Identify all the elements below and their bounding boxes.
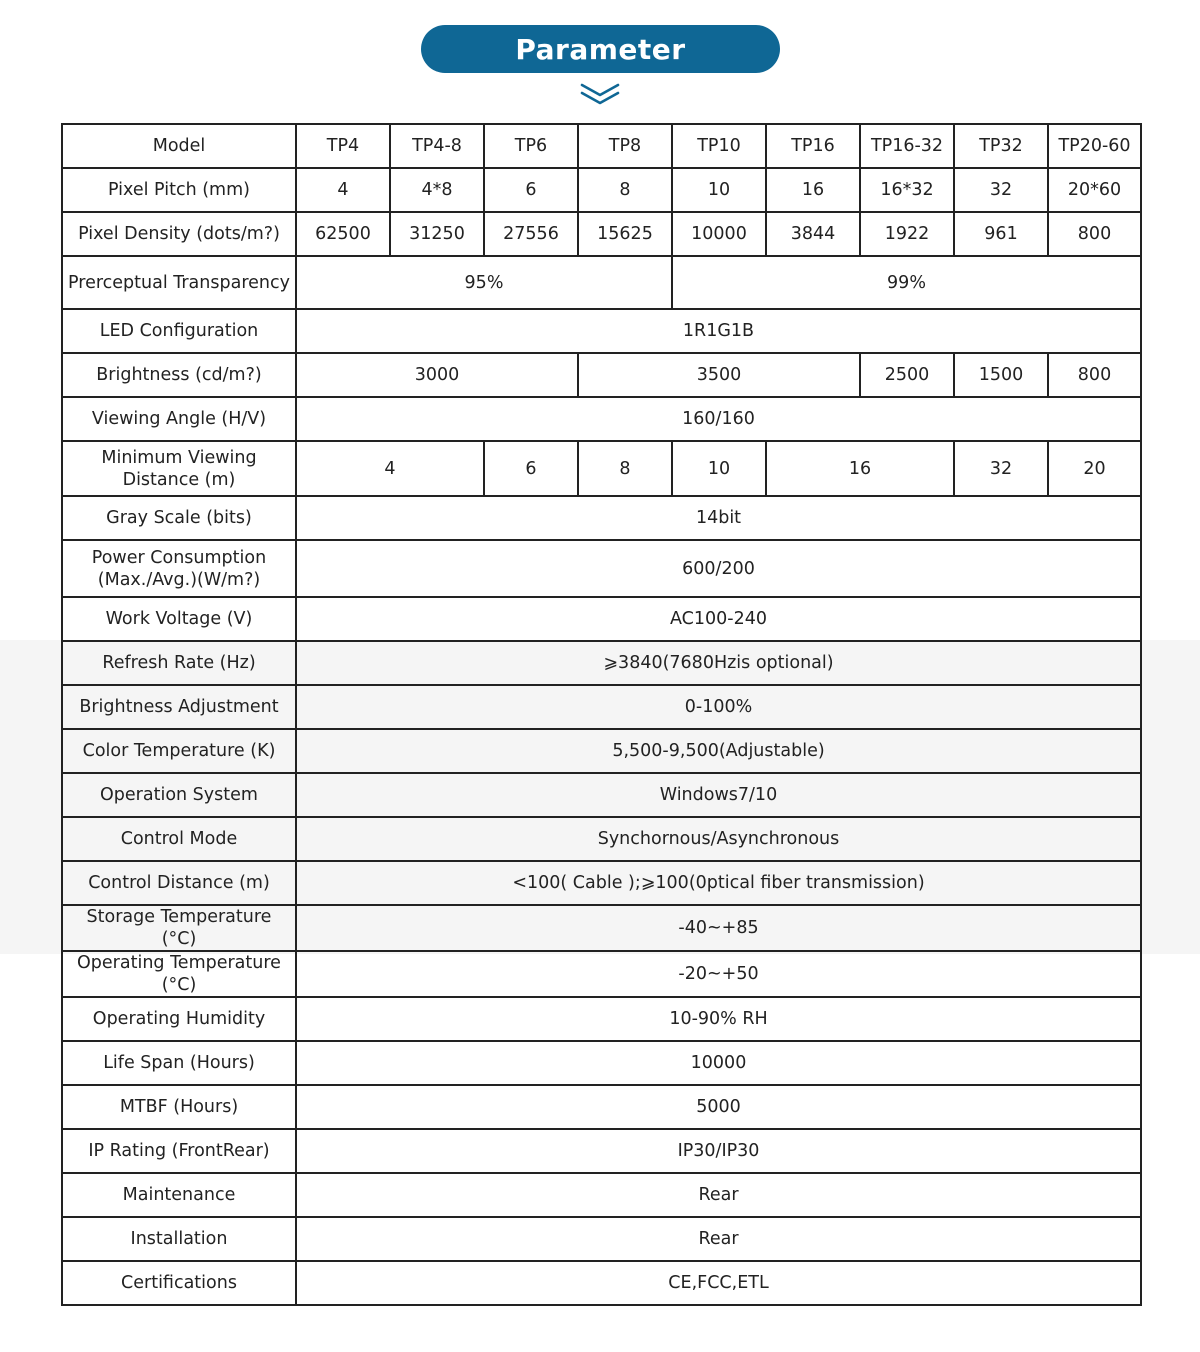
row-label: Control Distance (m) bbox=[62, 861, 296, 905]
row-label: Operating Humidity bbox=[62, 997, 296, 1041]
table-row-brightness-adjustment bbox=[62, 685, 1141, 729]
table-row-mtbf-hours bbox=[62, 1085, 1141, 1129]
table-cell: 4 bbox=[296, 441, 484, 496]
row-label: Installation bbox=[62, 1217, 296, 1261]
table-row-prerceptual-transparency bbox=[62, 256, 1141, 309]
table-row-operating-humidity bbox=[62, 997, 1141, 1041]
row-label: Life Span (Hours) bbox=[62, 1041, 296, 1085]
row-label: Storage Temperature (°C) bbox=[62, 905, 296, 951]
table-cell: 62500 bbox=[296, 212, 390, 256]
table-cell: 32 bbox=[954, 168, 1048, 212]
row-label: Color Temperature (K) bbox=[62, 729, 296, 773]
row-label: Certifications bbox=[62, 1261, 296, 1305]
table-cell: 1922 bbox=[860, 212, 954, 256]
table-cell: 20 bbox=[1048, 441, 1141, 496]
table-cell: TP20-60 bbox=[1048, 124, 1141, 168]
row-label: Brightness Adjustment bbox=[62, 685, 296, 729]
table-cell: 10 bbox=[672, 441, 766, 496]
table-cell: Synchornous/Asynchronous bbox=[296, 817, 1141, 861]
table-cell: 1R1G1B bbox=[296, 309, 1141, 353]
row-label: Control Mode bbox=[62, 817, 296, 861]
table-cell: ⩾3840(7680Hzis optional) bbox=[296, 641, 1141, 685]
row-label: Model bbox=[62, 124, 296, 168]
table-row-life-span-hours bbox=[62, 1041, 1141, 1085]
table-cell: 99% bbox=[672, 256, 1141, 309]
parameter-table bbox=[61, 123, 1142, 1306]
table-cell: TP16-32 bbox=[860, 124, 954, 168]
table-cell: 6 bbox=[484, 441, 578, 496]
table-row-viewing-angle-h-v bbox=[62, 397, 1141, 441]
table-row-work-voltage-v bbox=[62, 597, 1141, 641]
row-label: Prerceptual Transparency bbox=[62, 256, 296, 309]
table-cell: 10-90% RH bbox=[296, 997, 1141, 1041]
row-label: Power Consumption (Max./Avg.)(W/m?) bbox=[62, 540, 296, 597]
parameter-table-body bbox=[62, 124, 1141, 1305]
table-cell: Rear bbox=[296, 1173, 1141, 1217]
table-cell: 32 bbox=[954, 441, 1048, 496]
row-label: Viewing Angle (H/V) bbox=[62, 397, 296, 441]
table-cell: 10000 bbox=[296, 1041, 1141, 1085]
table-cell: 16 bbox=[766, 168, 860, 212]
table-row-storage-temperature-c bbox=[62, 905, 1141, 951]
table-cell: 5000 bbox=[296, 1085, 1141, 1129]
table-cell: AC100-240 bbox=[296, 597, 1141, 641]
row-label: LED Configuration bbox=[62, 309, 296, 353]
double-chevron-down-icon bbox=[580, 82, 620, 106]
table-cell: TP8 bbox=[578, 124, 672, 168]
table-cell: 15625 bbox=[578, 212, 672, 256]
table-cell: TP4-8 bbox=[390, 124, 484, 168]
table-cell: 31250 bbox=[390, 212, 484, 256]
table-cell: 16*32 bbox=[860, 168, 954, 212]
table-cell: 20*60 bbox=[1048, 168, 1141, 212]
table-cell: 3844 bbox=[766, 212, 860, 256]
row-label: Operating Temperature (°C) bbox=[62, 951, 296, 997]
table-cell: 4 bbox=[296, 168, 390, 212]
table-cell: 14bit bbox=[296, 496, 1141, 540]
row-label: Operation System bbox=[62, 773, 296, 817]
table-cell: 10 bbox=[672, 168, 766, 212]
table-row-maintenance bbox=[62, 1173, 1141, 1217]
table-row-pixel-pitch-mm bbox=[62, 168, 1141, 212]
table-row-model bbox=[62, 124, 1141, 168]
row-label: Pixel Pitch (mm) bbox=[62, 168, 296, 212]
table-cell: TP4 bbox=[296, 124, 390, 168]
table-cell: CE,FCC,ETL bbox=[296, 1261, 1141, 1305]
row-label: Brightness (cd/m?) bbox=[62, 353, 296, 397]
table-row-certifications bbox=[62, 1261, 1141, 1305]
table-row-color-temperature-k bbox=[62, 729, 1141, 773]
table-cell: IP30/IP30 bbox=[296, 1129, 1141, 1173]
row-label: Minimum Viewing Distance (m) bbox=[62, 441, 296, 496]
row-label: Work Voltage (V) bbox=[62, 597, 296, 641]
table-row-operation-system bbox=[62, 773, 1141, 817]
page-title-text: Parameter bbox=[515, 32, 686, 66]
table-cell: 6 bbox=[484, 168, 578, 212]
table-row-led-configuration bbox=[62, 309, 1141, 353]
table-cell: -20~+50 bbox=[296, 951, 1141, 997]
table-cell: 5,500-9,500(Adjustable) bbox=[296, 729, 1141, 773]
page-title bbox=[421, 25, 780, 73]
row-label: Gray Scale (bits) bbox=[62, 496, 296, 540]
row-label: Maintenance bbox=[62, 1173, 296, 1217]
table-cell: TP32 bbox=[954, 124, 1048, 168]
table-cell: 8 bbox=[578, 168, 672, 212]
table-cell: 2500 bbox=[860, 353, 954, 397]
table-row-ip-rating-frontrear bbox=[62, 1129, 1141, 1173]
table-cell: TP16 bbox=[766, 124, 860, 168]
table-row-gray-scale-bits bbox=[62, 496, 1141, 540]
table-cell: 4*8 bbox=[390, 168, 484, 212]
table-row-power-consumption-max-avg-w-m bbox=[62, 540, 1141, 597]
table-row-control-distance-m bbox=[62, 861, 1141, 905]
table-cell: 10000 bbox=[672, 212, 766, 256]
table-cell: -40~+85 bbox=[296, 905, 1141, 951]
table-cell: <100( Cable );⩾100(0ptical fiber transmission) bbox=[296, 861, 1141, 905]
table-cell: 600/200 bbox=[296, 540, 1141, 597]
table-cell: 8 bbox=[578, 441, 672, 496]
row-label: IP Rating (FrontRear) bbox=[62, 1129, 296, 1173]
table-cell: 16 bbox=[766, 441, 954, 496]
table-cell: Windows7/10 bbox=[296, 773, 1141, 817]
table-cell: 1500 bbox=[954, 353, 1048, 397]
table-cell: 961 bbox=[954, 212, 1048, 256]
table-cell: 3500 bbox=[578, 353, 860, 397]
table-cell: TP10 bbox=[672, 124, 766, 168]
table-cell: 0-100% bbox=[296, 685, 1141, 729]
table-row-control-mode bbox=[62, 817, 1141, 861]
row-label: Pixel Density (dots/m?) bbox=[62, 212, 296, 256]
row-label: Refresh Rate (Hz) bbox=[62, 641, 296, 685]
table-row-pixel-density-dots-m bbox=[62, 212, 1141, 256]
table-cell: Rear bbox=[296, 1217, 1141, 1261]
table-row-operating-temperature-c bbox=[62, 951, 1141, 997]
table-row-minimum-viewing-distance-m bbox=[62, 441, 1141, 496]
table-row-brightness-cd-m bbox=[62, 353, 1141, 397]
table-cell: 160/160 bbox=[296, 397, 1141, 441]
table-cell: TP6 bbox=[484, 124, 578, 168]
row-label: MTBF (Hours) bbox=[62, 1085, 296, 1129]
table-cell: 3000 bbox=[296, 353, 578, 397]
table-row-refresh-rate-hz bbox=[62, 641, 1141, 685]
table-cell: 27556 bbox=[484, 212, 578, 256]
table-cell: 800 bbox=[1048, 212, 1141, 256]
table-cell: 95% bbox=[296, 256, 672, 309]
table-cell: 800 bbox=[1048, 353, 1141, 397]
table-row-installation bbox=[62, 1217, 1141, 1261]
